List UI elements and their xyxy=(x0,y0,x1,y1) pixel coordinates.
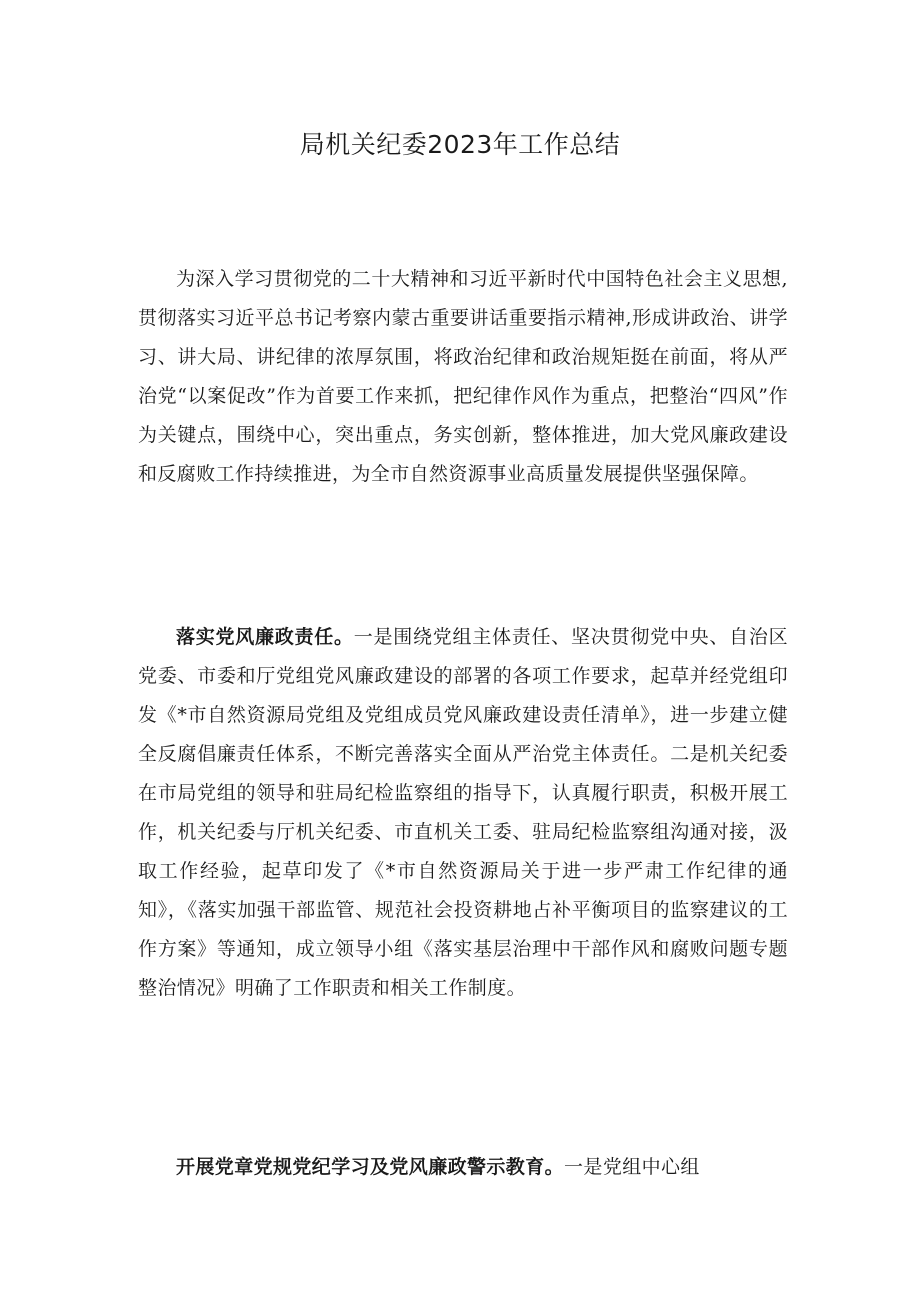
section-heading-education: 开展党章党规党纪学习及党风廉政警示教育。 xyxy=(176,1156,565,1178)
document-title: 局机关纪委2023年工作总结 xyxy=(299,130,621,159)
section-paragraph-responsibility xyxy=(138,618,788,1008)
section-body-education: 一是党组中心组 xyxy=(564,1156,700,1178)
section-heading-responsibility: 落实党风廉政责任。 xyxy=(176,626,354,648)
intro-paragraph: 为深入学习贯彻党的二十大精神和习近平新时代中国特色社会主义思想,贯彻落实习近平总书记考察内蒙古重要讲话重要指示精神,形成讲政治、讲学习、讲大局、讲纪律的浓厚氛围，将政治纪律和政治规矩挺在前面，将从严治党“以案促改”作为首要工作来抓，把纪律作风作为重点，把整治“四风”作为关键点，围绕中心，突出重点，务实创新，整体推进，加大党风廉政建设和反腐败工作持续推进，为全市自然资源事业高质量发展提供坚强保障。 xyxy=(138,268,788,485)
section-paragraph-education xyxy=(138,1148,788,1187)
section-body-responsibility: 一是围绕党组主体责任、坚决贯彻党中央、自治区党委、市委和厅党组党风廉政建设的部署的各项工作要求，起草并经党组印发《*市自然资源局党组及党组成员党风廉政建设责任清单》，进一步建立健全反腐倡廉责任体系，不断完善落实全面从严治党主体责任。二是机关纪委在市局党组的领导和驻局纪检监察组的指导下，认真履行职责，积极开展工作，机关纪委与厅机关纪委、市直机关工委、驻局纪检监察组沟通对接，汲取工作经验，起草印发了《*市自然资源局关于进一步严肃工作纪律的通知》，《落实加强干部监管、规范社会投资耕地占补平衡项目的监察建议的工作方案》等通知，成立领导小组《落实基层治理中干部作风和腐败问题专题整治情况》明确了工作职责和相关工作制度。 xyxy=(138,626,788,999)
